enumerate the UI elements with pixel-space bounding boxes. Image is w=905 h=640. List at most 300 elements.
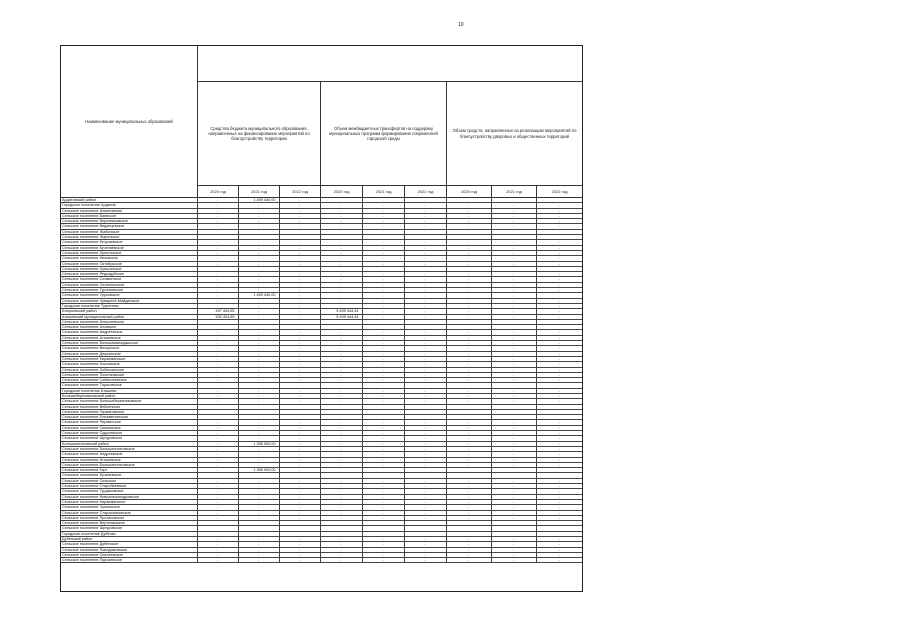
- row-value: -: [446, 489, 491, 494]
- row-name: Сельское поселение Октябрьское: [61, 261, 197, 266]
- row-value: -: [279, 372, 320, 377]
- row-value: -: [446, 303, 491, 308]
- row-value: -: [491, 356, 536, 361]
- row-value: -: [491, 552, 536, 557]
- row-value: -: [197, 272, 238, 277]
- row-value: -: [491, 240, 536, 245]
- row-value: -: [238, 510, 279, 515]
- row-value: -: [536, 335, 582, 340]
- row-value: -: [197, 484, 238, 489]
- name-column-header: Наименование муниципальных образований: [61, 46, 197, 198]
- row-name: Сельское поселение Лобаскинское: [61, 367, 197, 372]
- row-value: -: [320, 537, 362, 542]
- row-value: -: [197, 277, 238, 282]
- row-value: -: [404, 346, 446, 351]
- row-value: -: [362, 547, 404, 552]
- row-name: Сельское поселение Старочамзинское: [61, 510, 197, 515]
- row-value: -: [320, 277, 362, 282]
- row-value: -: [238, 224, 279, 229]
- row-value: -: [536, 446, 582, 451]
- row-value: -: [404, 378, 446, 383]
- row-name: Городское поселение Тургенево: [61, 303, 197, 308]
- row-name: Сельское поселение Гарт: [61, 468, 197, 473]
- row-value: -: [446, 420, 491, 425]
- row-name: Сельское поселение Баевское: [61, 213, 197, 218]
- row-value: -: [491, 330, 536, 335]
- row-value: -: [362, 478, 404, 483]
- row-value: -: [320, 499, 362, 504]
- row-value: -: [491, 425, 536, 430]
- row-value: -: [320, 484, 362, 489]
- row-value: -: [404, 351, 446, 356]
- row-value: -: [279, 240, 320, 245]
- row-value: -: [536, 478, 582, 483]
- row-name: Сельское поселение Андреевское: [61, 330, 197, 335]
- row-value: -: [536, 452, 582, 457]
- row-name: Ардатовский район: [61, 198, 197, 203]
- row-value: -: [446, 224, 491, 229]
- row-value: -: [197, 351, 238, 356]
- row-value: -: [536, 261, 582, 266]
- row-value: -: [238, 261, 279, 266]
- row-value: -: [536, 277, 582, 282]
- row-value: -: [362, 393, 404, 398]
- row-value: -: [536, 420, 582, 425]
- row-value: -: [279, 198, 320, 203]
- row-value: -: [320, 431, 362, 436]
- row-value: -: [404, 362, 446, 367]
- row-value: -: [197, 489, 238, 494]
- row-value: -: [362, 282, 404, 287]
- row-value: -: [279, 288, 320, 293]
- row-value: -: [238, 213, 279, 218]
- row-value: -: [320, 542, 362, 547]
- row-name: Сельское поселение Гармановское: [61, 409, 197, 414]
- row-name: Сельское поселение Силингинское: [61, 282, 197, 287]
- row-name: Большеигнатовский район: [61, 441, 197, 446]
- row-value: -: [536, 510, 582, 515]
- row-value: -: [404, 245, 446, 250]
- row-name: Атяшевский муниципальный район: [61, 314, 197, 319]
- row-value: -: [491, 367, 536, 372]
- row-value: -: [197, 436, 238, 441]
- row-value: -: [238, 425, 279, 430]
- row-name: Сельское поселение Киржеманское: [61, 356, 197, 361]
- row-value: -: [446, 298, 491, 303]
- row-value: -: [536, 537, 582, 542]
- row-value: -: [238, 245, 279, 250]
- row-name: Сельское поселение Кучкаевское: [61, 473, 197, 478]
- row-value: -: [197, 245, 238, 250]
- row-value: -: [197, 420, 238, 425]
- row-value: -: [320, 558, 362, 563]
- row-value: -: [536, 542, 582, 547]
- row-name: Сельское поселение Чукальское: [61, 505, 197, 510]
- row-name: Сельское поселение Березниковское: [61, 219, 197, 224]
- row-value: -: [491, 431, 536, 436]
- row-value: -: [491, 420, 536, 425]
- row-value: -: [491, 314, 536, 319]
- row-value: -: [491, 208, 536, 213]
- row-name: Сельское поселение Низовское: [61, 256, 197, 261]
- row-value: -: [491, 388, 536, 393]
- row-value: -: [536, 213, 582, 218]
- row-value: -: [238, 372, 279, 377]
- row-value: -: [362, 420, 404, 425]
- row-value: -: [446, 515, 491, 520]
- row-value: -: [279, 261, 320, 266]
- row-value: -: [197, 499, 238, 504]
- row-name: Сельское поселение Кученяевское: [61, 245, 197, 250]
- row-value: -: [404, 393, 446, 398]
- row-value: -: [536, 494, 582, 499]
- row-value: -: [279, 282, 320, 287]
- row-value: -: [279, 499, 320, 504]
- row-value: -: [446, 378, 491, 383]
- row-name: Сельское поселение Поселковское: [61, 372, 197, 377]
- row-value: -: [320, 425, 362, 430]
- row-name: Сельское поселение Протасовское: [61, 515, 197, 520]
- row-value: -: [320, 446, 362, 451]
- row-value: -: [446, 542, 491, 547]
- row-value: -: [197, 240, 238, 245]
- row-value: -: [536, 431, 582, 436]
- row-value: -: [238, 420, 279, 425]
- row-value: -: [279, 425, 320, 430]
- row-value: -: [446, 351, 491, 356]
- row-value: -: [320, 203, 362, 208]
- row-value: 532 404,55: [197, 314, 238, 319]
- row-value: 1 356 000,00: [238, 441, 279, 446]
- row-value: -: [320, 256, 362, 261]
- row-name: Сельское поселение Луньгинское: [61, 266, 197, 271]
- row-value: -: [362, 510, 404, 515]
- row-value: -: [279, 452, 320, 457]
- row-value: -: [197, 224, 238, 229]
- row-value: -: [320, 362, 362, 367]
- row-value: -: [279, 431, 320, 436]
- row-value: -: [320, 393, 362, 398]
- row-value: -: [536, 298, 582, 303]
- row-value: -: [238, 250, 279, 255]
- row-value: -: [197, 378, 238, 383]
- row-value: -: [362, 462, 404, 467]
- row-value: -: [446, 552, 491, 557]
- row-value: -: [238, 240, 279, 245]
- row-value: -: [536, 499, 582, 504]
- row-value: -: [536, 208, 582, 213]
- row-value: -: [362, 314, 404, 319]
- row-value: -: [404, 542, 446, 547]
- row-value: -: [320, 282, 362, 287]
- row-value: -: [279, 351, 320, 356]
- year-header: 2021 год: [491, 186, 536, 198]
- row-value: -: [238, 515, 279, 520]
- row-value: -: [362, 489, 404, 494]
- budget-table: [60, 45, 583, 592]
- row-value: -: [320, 224, 362, 229]
- row-value: -: [320, 240, 362, 245]
- row-value: -: [536, 388, 582, 393]
- row-value: -: [320, 494, 362, 499]
- row-value: -: [320, 356, 362, 361]
- row-name: Сельское поселение Тургеневское: [61, 288, 197, 293]
- row-value: -: [279, 341, 320, 346]
- row-value: -: [446, 309, 491, 314]
- row-value: -: [320, 272, 362, 277]
- row-name: Городское поселение Атяшево: [61, 388, 197, 393]
- row-value: -: [491, 436, 536, 441]
- row-value: -: [362, 256, 404, 261]
- row-value: -: [491, 256, 536, 261]
- row-name: Сельское поселение Шугуровское: [61, 436, 197, 441]
- row-value: -: [197, 558, 238, 563]
- row-value: -: [536, 457, 582, 462]
- row-value: -: [238, 335, 279, 340]
- row-value: -: [238, 452, 279, 457]
- row-value: -: [404, 208, 446, 213]
- row-value: -: [491, 441, 536, 446]
- row-value: -: [279, 293, 320, 298]
- row-value: -: [320, 399, 362, 404]
- row-name: Сельское поселение Ведянцевское: [61, 224, 197, 229]
- row-value: -: [320, 335, 362, 340]
- row-value: -: [238, 208, 279, 213]
- row-name: Сельское поселение Большеманадышское: [61, 341, 197, 346]
- row-value: -: [279, 446, 320, 451]
- row-value: -: [197, 431, 238, 436]
- row-value: -: [238, 399, 279, 404]
- row-value: -: [279, 489, 320, 494]
- row-value: -: [238, 558, 279, 563]
- group-header-transfers: Объем межбюджетных трансфертов на поддержку муниципальных программ формирования современной городской среды: [320, 82, 446, 186]
- year-header: 2021 год: [238, 186, 279, 198]
- row-value: -: [279, 494, 320, 499]
- row-name: Сельское поселение Новоалександровское: [61, 494, 197, 499]
- row-value: -: [197, 346, 238, 351]
- row-value: -: [279, 224, 320, 229]
- row-value: -: [491, 298, 536, 303]
- row-value: -: [491, 452, 536, 457]
- row-value: -: [320, 372, 362, 377]
- row-value: -: [197, 341, 238, 346]
- row-value: -: [446, 478, 491, 483]
- row-value: -: [491, 499, 536, 504]
- row-value: -: [536, 399, 582, 404]
- row-value: -: [491, 351, 536, 356]
- row-value: -: [536, 282, 582, 287]
- row-name: Сельское поселение Редкодубское: [61, 272, 197, 277]
- row-value: -: [491, 446, 536, 451]
- row-name: Сельское поселение Вейсенское: [61, 404, 197, 409]
- row-value: -: [536, 378, 582, 383]
- row-value: -: [536, 547, 582, 552]
- row-value: -: [279, 378, 320, 383]
- row-value: -: [491, 510, 536, 515]
- row-value: -: [362, 261, 404, 266]
- row-value: -: [197, 457, 238, 462]
- row-value: -: [320, 452, 362, 457]
- row-value: -: [404, 372, 446, 377]
- row-value: -: [362, 362, 404, 367]
- row-value: -: [404, 515, 446, 520]
- row-value: -: [404, 298, 446, 303]
- row-value: -: [320, 288, 362, 293]
- row-value: -: [536, 515, 582, 520]
- row-value: -: [320, 213, 362, 218]
- row-value: -: [404, 314, 446, 319]
- row-value: -: [491, 245, 536, 250]
- row-name: Сельское поселение Киржеманское: [61, 499, 197, 504]
- row-value: -: [362, 436, 404, 441]
- row-name: Сельское поселение Симкинское: [61, 425, 197, 430]
- row-value: -: [197, 208, 238, 213]
- row-value: -: [536, 250, 582, 255]
- row-value: -: [491, 341, 536, 346]
- group-header-total: Объем средств, направленных на реализацию мероприятий по благоустройству дворовых и общественных территорий: [446, 82, 582, 186]
- row-value: -: [197, 388, 238, 393]
- row-value: -: [320, 261, 362, 266]
- row-value: -: [491, 272, 536, 277]
- row-value: -: [320, 219, 362, 224]
- year-header: 2022 год: [404, 186, 446, 198]
- row-name: Сельское поселение Шугуровское: [61, 526, 197, 531]
- row-value: -: [279, 505, 320, 510]
- row-value: -: [404, 309, 446, 314]
- row-value: -: [446, 431, 491, 436]
- row-name: Сельское поселение Дубенское: [61, 542, 197, 547]
- row-value: -: [279, 335, 320, 340]
- row-value: -: [446, 494, 491, 499]
- row-name: Сельское поселение Большеигнатовское: [61, 462, 197, 467]
- row-value: -: [362, 425, 404, 430]
- group-header-budget: Средства бюджета муниципального образования, направленные на финансирование мероприятий по благоустройству территории: [197, 82, 320, 186]
- row-value: -: [404, 330, 446, 335]
- row-value: -: [197, 362, 238, 367]
- row-value: -: [320, 330, 362, 335]
- row-value: -: [197, 452, 238, 457]
- row-value: -: [446, 499, 491, 504]
- row-value: -: [404, 457, 446, 462]
- row-value: -: [279, 346, 320, 351]
- row-value: -: [197, 441, 238, 446]
- row-value: -: [279, 303, 320, 308]
- row-value: -: [362, 341, 404, 346]
- row-value: -: [238, 277, 279, 282]
- row-value: -: [404, 494, 446, 499]
- row-value: -: [536, 356, 582, 361]
- row-value: -: [238, 341, 279, 346]
- row-value: -: [446, 399, 491, 404]
- row-value: -: [404, 288, 446, 293]
- row-value: -: [404, 436, 446, 441]
- row-value: -: [197, 250, 238, 255]
- row-value: -: [446, 272, 491, 277]
- row-value: -: [446, 330, 491, 335]
- row-value: -: [238, 542, 279, 547]
- row-value: -: [197, 330, 238, 335]
- row-value: -: [279, 420, 320, 425]
- row-name: Атюрьевский район: [61, 309, 197, 314]
- row-value: -: [404, 282, 446, 287]
- row-value: -: [238, 478, 279, 483]
- row-value: -: [279, 256, 320, 261]
- row-value: -: [404, 558, 446, 563]
- row-value: -: [238, 494, 279, 499]
- row-value: -: [362, 431, 404, 436]
- row-value: -: [362, 537, 404, 542]
- row-value: -: [197, 552, 238, 557]
- row-value: -: [197, 213, 238, 218]
- row-value: -: [197, 547, 238, 552]
- row-value: -: [362, 272, 404, 277]
- row-value: -: [279, 393, 320, 398]
- row-name: Городское поселение Дубенки: [61, 531, 197, 536]
- page-number: 10: [458, 22, 464, 28]
- row-value: -: [362, 346, 404, 351]
- row-value: -: [238, 484, 279, 489]
- row-value: -: [362, 505, 404, 510]
- row-value: -: [491, 462, 536, 467]
- row-value: -: [536, 314, 582, 319]
- row-value: -: [279, 388, 320, 393]
- row-value: -: [404, 388, 446, 393]
- row-name: Сельское поселение Атяшевское: [61, 335, 197, 340]
- row-value: -: [320, 420, 362, 425]
- row-value: -: [446, 219, 491, 224]
- row-value: -: [197, 356, 238, 361]
- row-value: -: [491, 303, 536, 308]
- row-value: -: [362, 372, 404, 377]
- row-value: -: [320, 250, 362, 255]
- row-value: -: [279, 203, 320, 208]
- row-value: -: [238, 351, 279, 356]
- row-value: -: [238, 330, 279, 335]
- row-value: -: [362, 208, 404, 213]
- row-value: -: [446, 452, 491, 457]
- row-value: -: [404, 499, 446, 504]
- row-value: -: [446, 314, 491, 319]
- row-value: -: [491, 457, 536, 462]
- row-value: -: [279, 552, 320, 557]
- row-value: -: [491, 478, 536, 483]
- row-value: -: [362, 303, 404, 308]
- row-value: -: [279, 250, 320, 255]
- row-value: -: [362, 484, 404, 489]
- row-name: Сельское поселение Пермисское: [61, 420, 197, 425]
- row-value: -: [404, 484, 446, 489]
- row-value: -: [536, 288, 582, 293]
- row-value: -: [362, 213, 404, 218]
- row-value: -: [320, 303, 362, 308]
- row-value: -: [446, 346, 491, 351]
- row-value: -: [491, 277, 536, 282]
- row-value: -: [446, 250, 491, 255]
- row-value: -: [404, 399, 446, 404]
- row-value: -: [491, 335, 536, 340]
- row-value: -: [404, 425, 446, 430]
- row-value: -: [238, 537, 279, 542]
- row-value: -: [362, 399, 404, 404]
- row-value: -: [279, 399, 320, 404]
- row-value: -: [536, 558, 582, 563]
- row-value: -: [279, 277, 320, 282]
- row-value: -: [404, 341, 446, 346]
- row-value: -: [320, 346, 362, 351]
- row-value: -: [491, 558, 536, 563]
- row-value: -: [320, 441, 362, 446]
- row-value: -: [491, 542, 536, 547]
